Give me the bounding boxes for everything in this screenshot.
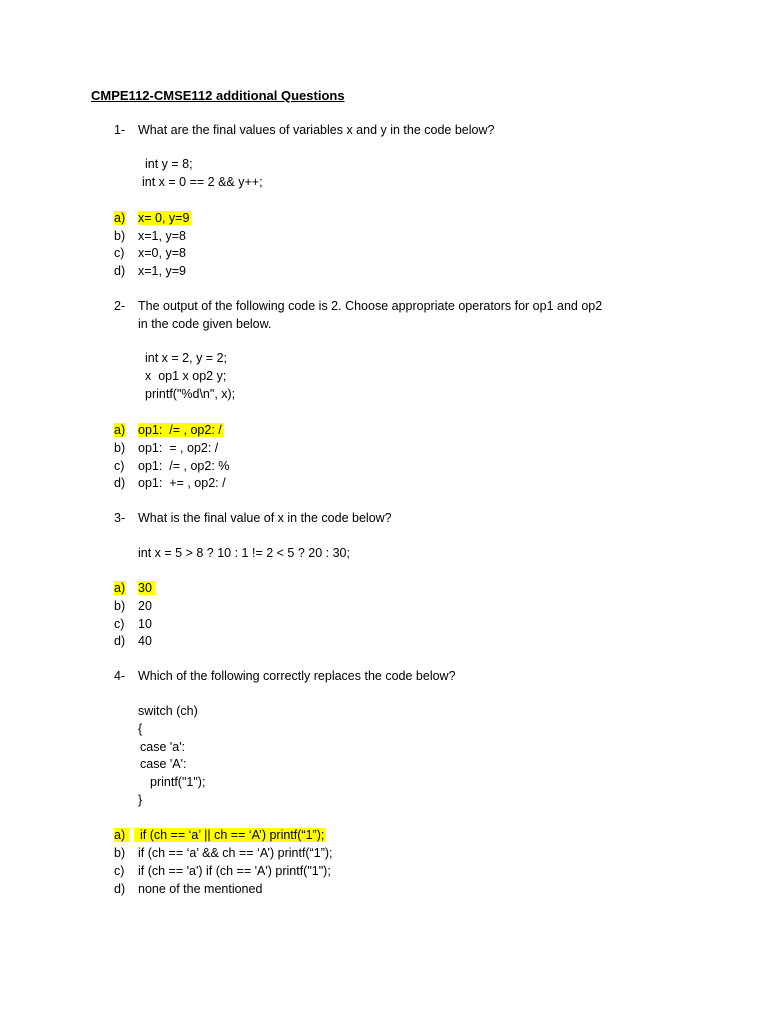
- question-4-code-line: {: [138, 722, 143, 736]
- question-1-option-b-letter: b): [114, 229, 126, 243]
- question-1-option-d-letter: d): [114, 264, 126, 278]
- question-4-text: Which of the following correctly replaces the code below?: [138, 669, 456, 683]
- question-1-option-c-letter: c): [114, 246, 125, 260]
- question-3-option-c-text: 10: [138, 617, 152, 631]
- document-title: CMPE112-CMSE112 additional Questions: [91, 88, 345, 103]
- question-4-option-d-letter: d): [114, 882, 126, 896]
- question-3-code-line: int x = 5 > 8 ? 10 : 1 != 2 < 5 ? 20 : 30;: [138, 546, 350, 560]
- question-1-code-line: int x = 0 == 2 && y++;: [142, 175, 263, 189]
- question-2-code-line: x op1 x op2 y;: [145, 369, 227, 383]
- question-3-text: What is the final value of x in the code below?: [138, 511, 392, 525]
- question-4-option-a-letter: a): [114, 828, 129, 842]
- question-4-option-b-letter: b): [114, 846, 126, 860]
- question-2-text-line-1: The output of the following code is 2. Choose appropriate operators for op1 and op2: [138, 299, 603, 313]
- question-3-option-d-letter: d): [114, 634, 126, 648]
- question-1-option-d-text: x=1, y=9: [138, 264, 186, 278]
- question-2-option-b-letter: b): [114, 441, 126, 455]
- question-4-option-c-letter: c): [114, 864, 125, 878]
- question-3-option-b-letter: b): [114, 599, 126, 613]
- question-4-code-line: case 'a':: [140, 740, 186, 754]
- question-1-option-a-letter: a): [114, 211, 126, 225]
- question-2-text-line-2: in the code given below.: [138, 317, 272, 331]
- question-3-option-c-letter: c): [114, 617, 125, 631]
- question-4-code-line: switch (ch): [138, 704, 198, 718]
- question-4-option-c-text: if (ch == 'a') if (ch == 'A') printf("1");: [138, 864, 331, 878]
- question-1-text: What are the final values of variables x and y in the code below?: [138, 123, 495, 137]
- question-2-option-b-text: op1: = , op2: /: [138, 441, 219, 455]
- question-2-option-a-text: op1: /= , op2: /: [138, 423, 222, 437]
- question-2-code-line: int x = 2, y = 2;: [145, 351, 227, 365]
- question-3-option-d-text: 40: [138, 634, 152, 648]
- question-2-option-c-letter: c): [114, 459, 125, 473]
- question-3-option-a-text: 30: [138, 581, 155, 595]
- question-4-option-b-text: if (ch == ‘a’ && ch == ‘A’) printf(“1”);: [138, 846, 333, 860]
- question-1-number: 1-: [114, 123, 126, 137]
- question-1-option-c-text: x=0, y=8: [138, 246, 186, 260]
- question-2-option-d-text: op1: += , op2: /: [138, 476, 226, 490]
- question-4-code-line: case 'A':: [140, 757, 187, 771]
- question-2-code-line: printf("%d\n", x);: [145, 387, 236, 401]
- question-3-option-a-letter: a): [114, 581, 126, 595]
- question-1-option-a-text: x= 0, y=9: [138, 211, 190, 225]
- question-2-number: 2-: [114, 299, 126, 313]
- question-4-number: 4-: [114, 669, 126, 683]
- question-4-code-line: printf("1");: [150, 775, 206, 789]
- question-3-option-b-text: 20: [138, 599, 152, 613]
- question-3-number: 3-: [114, 511, 126, 525]
- question-1-code-line: int y = 8;: [145, 157, 193, 171]
- question-4-option-d-text: none of the mentioned: [138, 882, 263, 896]
- question-2-option-a-letter: a): [114, 423, 126, 437]
- question-1-option-b-text: x=1, y=8: [138, 229, 186, 243]
- question-2-option-c-text: op1: /= , op2: %: [138, 459, 230, 473]
- question-4-code-line: }: [138, 793, 143, 807]
- question-4-option-a-text: if (ch == ‘a’ || ch == ‘A’) printf(“1”);: [134, 828, 326, 842]
- question-2-option-d-letter: d): [114, 476, 126, 490]
